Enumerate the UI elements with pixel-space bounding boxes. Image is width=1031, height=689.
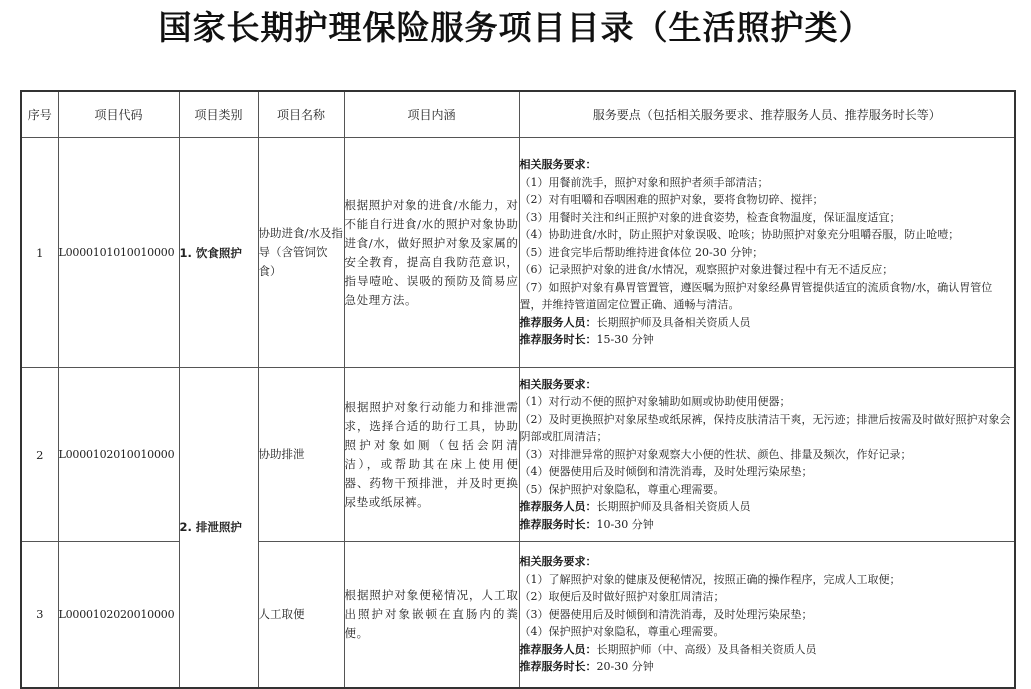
cell-seq: 2 xyxy=(21,368,58,542)
table-row xyxy=(21,138,1015,368)
duration-label: 推荐服务时长： xyxy=(519,333,597,347)
requirement-item: （7）如照护对象有鼻胃管置管，遵医嘱为照护对象经鼻胃管提供适宜的流质食物/水，确认胃管位置，并维持管道固定位置正确、通畅与清洁。 xyxy=(519,280,993,312)
header-seq: 序号 xyxy=(21,91,58,138)
requirement-item: （4）保护照护对象隐私，尊重心理需要。 xyxy=(519,625,725,638)
recommended-staff xyxy=(520,314,1015,332)
table-header-row xyxy=(21,91,1015,138)
header-name: 项目名称 xyxy=(258,91,344,138)
header-service-points: 服务要点（包括相关服务要求、推荐服务人员、推荐服务时长等） xyxy=(519,91,1015,138)
staff-label: 推荐服务人员： xyxy=(519,500,597,514)
cell-description: 根据照护对象的进食/水能力，对不能自行进食/水的照护对象协助进食/水，做好照护对象及家属的安全教育，提高自我防范意识，指导噎呛、误吸的预防及简易应急处理方法。 xyxy=(344,138,519,368)
staff-label: 推荐服务人员： xyxy=(519,315,597,329)
staff-value: 长期照护师及具备相关资质人员 xyxy=(596,500,751,514)
requirement-item: （3）对排泄异常的照护对象观察大小便的性状、颜色、排量及频次，作好记录； xyxy=(519,447,912,461)
cell-service-points xyxy=(519,138,1015,368)
requirement-item: （1）用餐前洗手，照护对象和照护者须手部清洁； xyxy=(519,175,769,189)
requirement-item: （1）了解照护对象的健康及便秘情况，按照正确的操作程序，完成人工取便； xyxy=(519,572,901,586)
staff-value: 长期照护师（中、高级）及具备相关资质人员 xyxy=(596,642,817,656)
requirements-heading: 相关服务要求： xyxy=(519,377,597,391)
duration-value: 15-30 分钟 xyxy=(596,333,654,347)
service-catalog-table xyxy=(20,90,1016,689)
recommended-staff xyxy=(520,641,1015,659)
table-row xyxy=(21,368,1015,542)
recommended-staff xyxy=(520,498,1015,516)
cell-name: 人工取便 xyxy=(258,542,344,688)
requirement-item: （4）便器使用后及时倾倒和清洗消毒，及时处理污染尿垫； xyxy=(519,465,813,479)
requirement-item: （6）记录照护对象的进食/水情况，观察照护对象进餐过程中有无不适反应； xyxy=(519,263,894,277)
cell-category: 1. 饮食照护 xyxy=(179,138,258,368)
requirement-item: （2）及时更换照护对象尿垫或纸尿裤，保持皮肤清洁干爽，无污迹；排泄后按需及时做好照护对象会阴部或肛周清洁； xyxy=(519,412,1011,444)
recommended-duration xyxy=(520,658,1015,676)
cell-description: 根据照护对象行动能力和排泄需求，选择合适的助行工具，协助照护对象如厕（包括会阴清洁），或帮助其在床上使用便器、药物干预排泄，并及时更换尿垫或纸尿裤。 xyxy=(344,368,519,542)
staff-value: 长期照护师及具备相关资质人员 xyxy=(596,315,751,329)
cell-name: 协助进食/水及指导（含管饲饮食） xyxy=(258,138,344,368)
cell-service-points xyxy=(519,368,1015,542)
document-title: 国家长期护理保险服务项目目录（生活照护类） xyxy=(158,8,873,47)
requirement-item: （3）便器使用后及时倾倒和清洗消毒，及时处理污染尿垫； xyxy=(519,607,813,621)
staff-label: 推荐服务人员： xyxy=(519,642,597,656)
duration-label: 推荐服务时长： xyxy=(519,517,597,531)
requirement-item: （2）对有咀嚼和吞咽困难的照护对象，要将食物切碎、搅拌； xyxy=(519,193,824,207)
recommended-duration xyxy=(520,516,1015,534)
cell-code: L0000102010010000 xyxy=(58,368,179,542)
requirements-heading: 相关服务要求： xyxy=(519,555,597,568)
duration-value: 10-30 分钟 xyxy=(596,517,654,531)
recommended-duration xyxy=(520,331,1015,349)
cell-description: 根据照护对象便秘情况，人工取出照护对象嵌顿在直肠内的粪便。 xyxy=(344,542,519,688)
cell-name: 协助排泄 xyxy=(258,368,344,542)
header-category: 项目类别 xyxy=(179,91,258,138)
requirement-item: （3）用餐时关注和纠正照护对象的进食姿势，检查食物温度，保证温度适宜； xyxy=(519,210,901,224)
cell-service-points xyxy=(519,542,1015,688)
cell-seq: 3 xyxy=(21,542,58,688)
table-row xyxy=(21,542,1015,688)
cell-category: 2. 排泄照护 xyxy=(179,368,258,688)
requirement-item: （4）协助进食/水时，防止照护对象误吸、呛咳；协助照护对象充分咀嚼吞服，防止呛噎； xyxy=(519,228,960,242)
cell-seq: 1 xyxy=(21,138,58,368)
requirement-item: （2）取便后及时做好照护对象肛周清洁； xyxy=(519,590,725,603)
cell-code: L0000102020010000 xyxy=(58,542,179,688)
duration-label: 推荐服务时长： xyxy=(519,660,597,673)
header-description: 项目内涵 xyxy=(344,91,519,138)
requirement-item: （1）对行动不便的照护对象辅助如厕或协助使用便器； xyxy=(519,395,791,409)
requirement-item: （5）进食完毕后帮助维持进食体位 20-30 分钟； xyxy=(519,245,764,259)
requirements-heading: 相关服务要求： xyxy=(519,158,597,172)
requirement-item: （5）保护照护对象隐私，尊重心理需要。 xyxy=(519,482,725,496)
cell-code: L0000101010010000 xyxy=(58,138,179,368)
header-code: 项目代码 xyxy=(58,91,179,138)
duration-value: 20-30 分钟 xyxy=(596,660,654,673)
